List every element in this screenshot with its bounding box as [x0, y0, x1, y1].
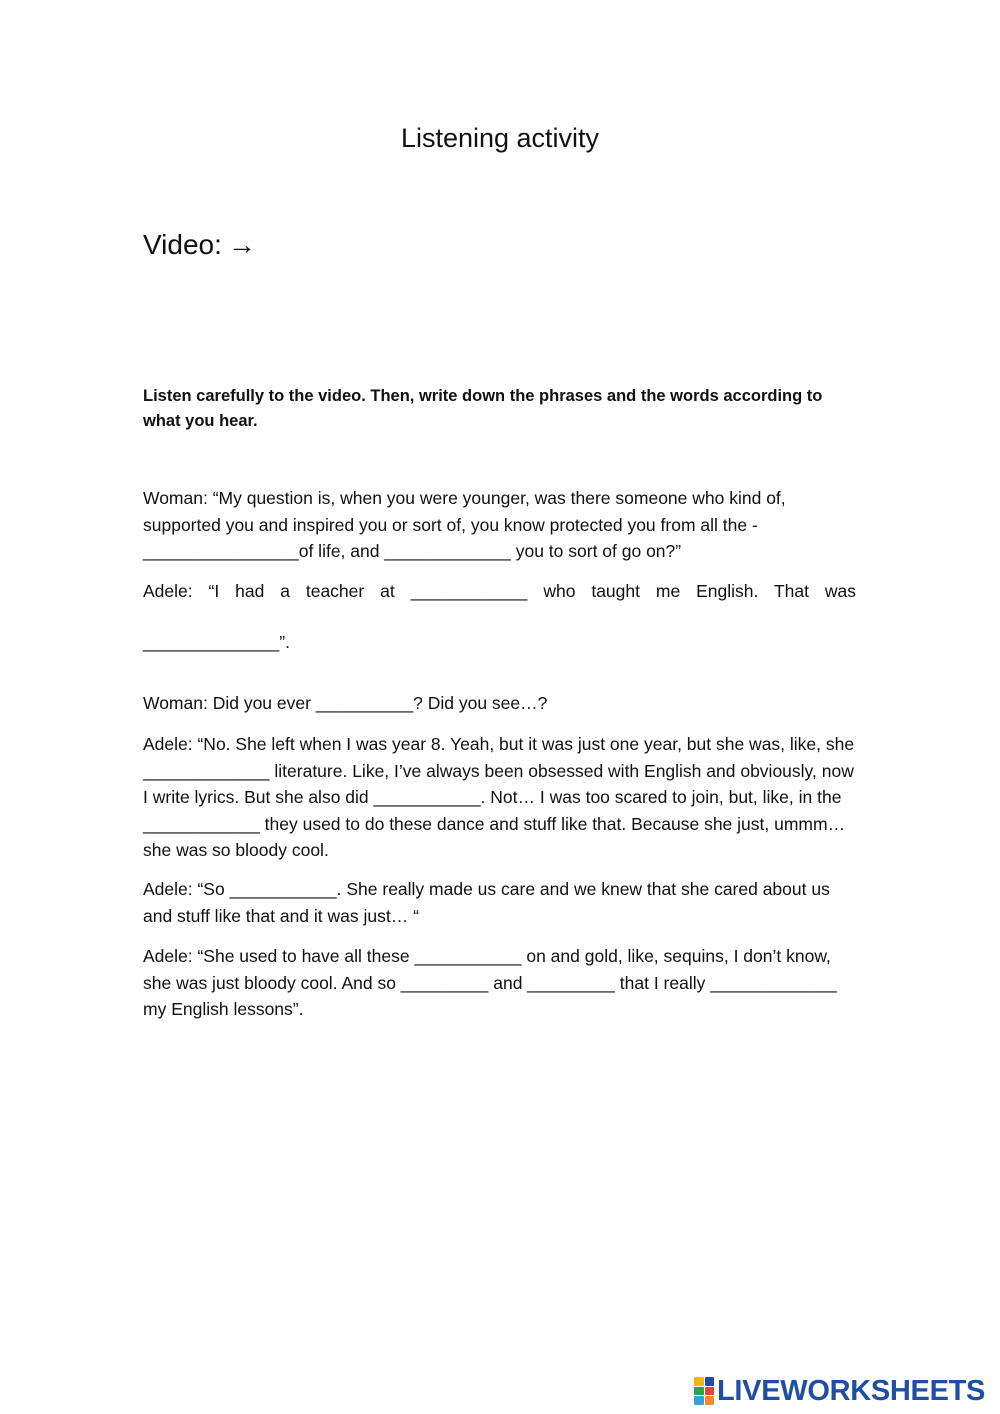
logo-mark-cell: [705, 1396, 715, 1405]
dialogue-paragraph-adele-teacher: Adele: “I had a teacher at ____________ who taught me English. That was: [143, 581, 856, 601]
logo-mark-cell: [705, 1377, 715, 1386]
logo-mark-icon: [694, 1377, 714, 1405]
logo-mark-cell: [705, 1387, 715, 1396]
page-title: Listening activity: [400, 123, 600, 153]
dialogue-paragraph-woman-question: Woman: “My question is, when you were younger, was there someone who kind of, supported you and inspired you or sort of, you know protected you from all the - ________________of life, and _____________ you to sort of go on?”: [143, 488, 786, 561]
liveworksheets-logo: [694, 1374, 985, 1408]
right-arrow-icon: →: [227, 229, 256, 260]
dialogue-paragraph-adele-care: Adele: “So ___________. She really made us care and we knew that she cared about us and stuff like that and it was just… “: [143, 879, 830, 926]
video-label: Video:: [143, 229, 222, 260]
logo-mark-cell: [694, 1387, 704, 1396]
video-heading: [143, 226, 256, 264]
dialogue-paragraph-adele-sequins: Adele: “She used to have all these ___________ on and gold, like, sequins, I don’t know, she was just bloody cool. And so _________ and _________ that I really _____________ my English lessons”.: [143, 946, 837, 1019]
logo-mark-cell: [694, 1396, 704, 1405]
dialogue-paragraph-adele-year8: Adele: “No. She left when I was year 8. Yeah, but it was just one year, but she was, like, she _____________ literature. Like, I’ve always been obsessed with English and obviously, now I write lyrics. But she also did ___________. Not… I was too scared to join, but, like, in the ____________ they used to do these dance and stuff like that. Because she just, ummm… she was so bloody cool.: [143, 734, 855, 860]
dialogue-paragraph-woman-followup: Woman: Did you ever __________? Did you see…?: [143, 693, 548, 713]
instructions: Listen carefully to the video. Then, write down the phrases and the words according to what you hear.: [143, 387, 823, 430]
logo-text: LIVEWORKSHEETS: [717, 1375, 986, 1407]
dialogue-paragraph-adele-teacher-end: ______________”.: [143, 632, 290, 652]
logo-mark-cell: [694, 1377, 704, 1386]
